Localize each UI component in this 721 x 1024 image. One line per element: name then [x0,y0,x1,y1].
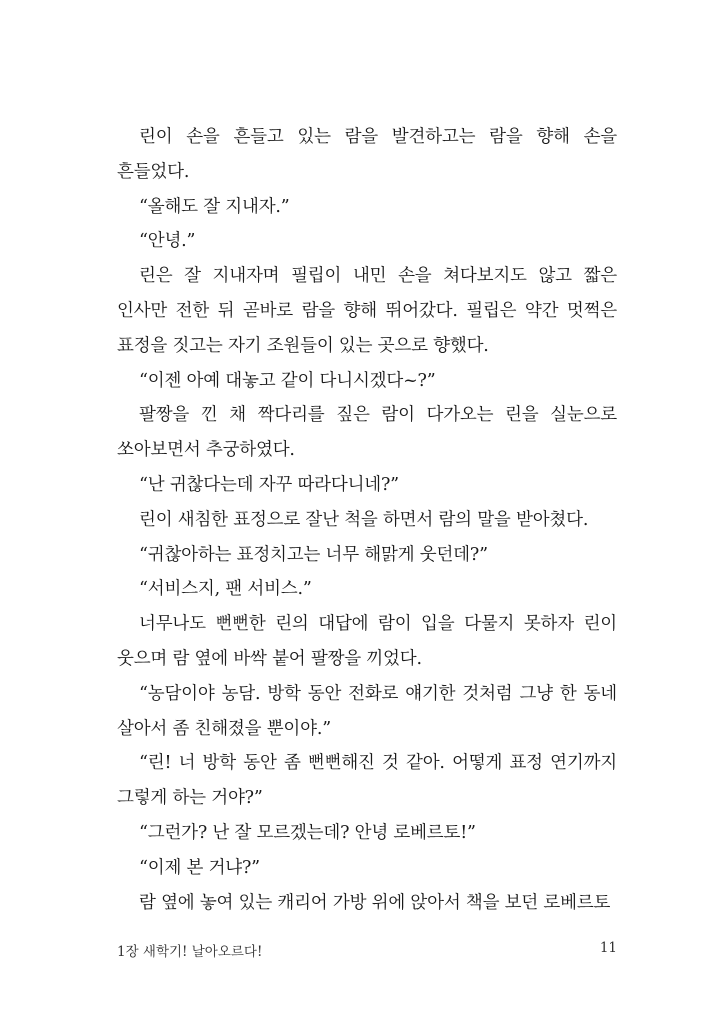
paragraph: 팔짱을 낀 채 짝다리를 짚은 람이 다가오는 린을 실눈으로 쏘아보면서 추궁하였다. [117,405,617,461]
paragraph: 너무나도 뻔뻔한 린의 대답에 람이 입을 다물지 못하자 린이 웃으며 람 옆에 바싹 붙어 팔짱을 끼었다. [117,614,617,669]
paragraph: “귀찮아하는 표정치고는 너무 해맑게 웃던데?” [139,544,488,565]
paragraph: “린! 너 방학 동안 좀 뻔뻔해진 것 같아. 어떻게 표정 연기까지 그렇게 하는 거야?” [117,753,617,809]
paragraph: 린은 잘 지내자며 필립이 내민 손을 쳐다보지도 않고 짧은 인사만 전한 뒤 곧바로 람을 향해 뛰어갔다. 필립은 약간 멋쩍은 표정을 짓고는 자기 조원들이 있는 곳으로 향했다. [117,266,617,356]
paragraph: “난 귀찮다는데 자꾸 따라다니네?” [139,474,399,495]
paragraph: “농담이야 농담. 방학 동안 전화로 얘기한 것처럼 그냥 한 동네 살아서 좀 친해졌을 뿐이야.” [117,683,617,739]
page-footer [117,940,617,960]
paragraph: “이젠 아예 대놓고 같이 다니시겠다~?” [139,370,436,391]
paragraph: 람 옆에 놓여 있는 캐리어 가방 위에 앉아서 책을 보던 로베르토 [139,892,611,913]
body-text [117,120,617,920]
paragraph: “안녕.” [139,231,196,252]
paragraph: “올해도 잘 지내자.” [139,196,290,217]
paragraph: “그런가? 난 잘 모르겠는데? 안녕 로베르토!” [139,822,476,843]
paragraph: 린이 새침한 표정으로 잘난 척을 하면서 람의 말을 받아쳤다. [139,509,589,530]
paragraph: “이제 본 거냐?” [139,857,260,878]
chapter-title: 1장 새학기! 날아오르다! [117,944,263,960]
paragraph: “서비스지, 팬 서비스.” [139,579,312,600]
paragraph: 린이 손을 흔들고 있는 람을 발견하고는 람을 향해 손을 흔들었다. [117,127,617,182]
page-number: 11 [599,940,617,956]
